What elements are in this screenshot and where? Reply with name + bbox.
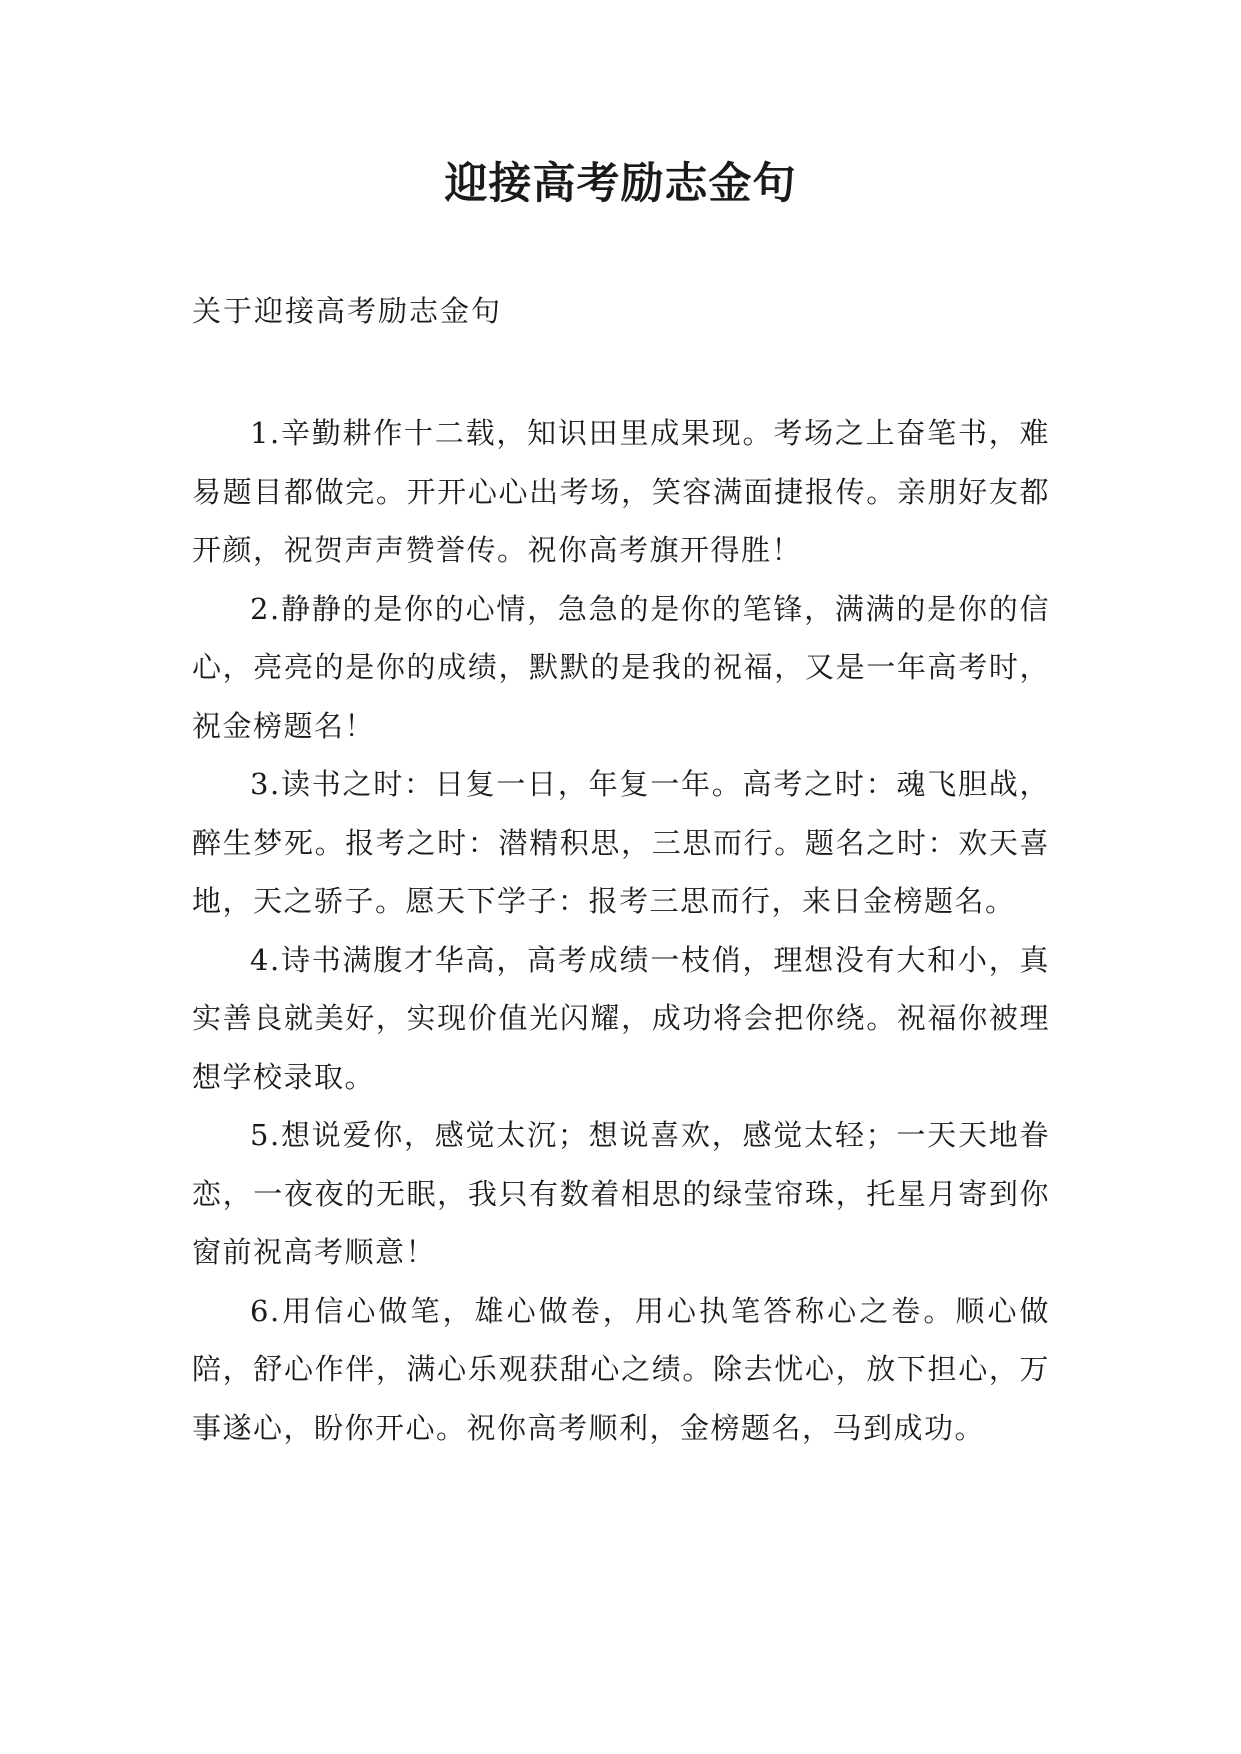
quote-paragraph-3: 3.读书之时：日复一日，年复一年。高考之时：魂飞胆战，醉生梦死。报考之时：潜精积思，三思而行。题名之时：欢天喜地，天之骄子。愿天下学子：报考三思而行，来日金榜题名。 bbox=[192, 767, 1050, 918]
quote-paragraph-5: 5.想说爱你，感觉太沉；想说喜欢，感觉太轻；一天天地眷恋，一夜夜的无眠，我只有数着相思的绿莹帘珠，托星月寄到你窗前祝高考顺意！ bbox=[192, 1118, 1050, 1269]
document-title: 迎接高考励志金句 bbox=[444, 159, 797, 209]
quote-paragraph-1: 1.辛勤耕作十二载，知识田里成果现。考场之上奋笔书，难易题目都做完。开开心心出考场，笑容满面捷报传。亲朋好友都开颜，祝贺声声赞誉传。祝你高考旗开得胜！ bbox=[192, 416, 1050, 567]
quote-list bbox=[192, 404, 1050, 1457]
quote-paragraph-4: 4.诗书满腹才华高，高考成绩一枝俏，理想没有大和小，真实善良就美好，实现价值光闪耀，成功将会把你绕。祝福你被理想学校录取。 bbox=[192, 942, 1050, 1094]
document-subtitle: 关于迎接高考励志金句 bbox=[192, 294, 503, 328]
quote-paragraph-2: 2.静静的是你的心情，急急的是你的笔锋，满满的是你的信心，亮亮的是你的成绩，默默的是我的祝福，又是一年高考时，祝金榜题名！ bbox=[192, 591, 1050, 743]
quote-paragraph-6: 6.用信心做笔，雄心做卷，用心执笔答称心之卷。顺心做陪，舒心作伴，满心乐观获甜心之绩。除去忧心，放下担心，万事遂心，盼你开心。祝你高考顺利，金榜题名，马到成功。 bbox=[192, 1293, 1050, 1445]
